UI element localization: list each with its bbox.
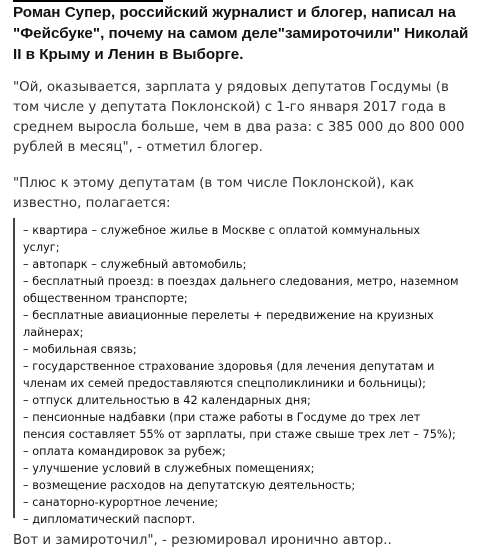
list-item: – мобильная связь; — [23, 343, 137, 356]
list-item: – улучшение условий в служебных помещениях; — [23, 462, 315, 475]
list-item: – отпуск длительностью в 42 календарных дня; — [23, 394, 311, 407]
list-item: – бесплатные авиационные перелеты + передвижение на круизных лайнерах; — [23, 309, 434, 339]
article-heading: Роман Супер, российский журналист и блогер, написал на "Фейсбуке", почему на самом деле"замироточили" Николай II в Крыму и Ленин в Выборге. — [13, 4, 469, 63]
list-item: – автопарк – служебный автомобиль; — [23, 258, 247, 271]
list-item: – квартира – служебное жилье в Москве с оплатой коммунальных услуг; — [23, 224, 421, 254]
list-item: – государственное страхование здоровья (для лечения депутатам и членам их семей предоставляются спецполиклиники и больницы); — [23, 360, 435, 390]
benefits-list — [13, 218, 460, 526]
list-item: – дипломатический паспорт. — [23, 513, 196, 526]
list-item: – оплата командировок за рубеж; — [23, 445, 226, 458]
quote-paragraph-benefits-intro: "Плюс к этому депутатам (в том числе Поклонской), как известно, полагается: — [13, 176, 415, 211]
list-item: – бесплатный проезд: в поездах дальнего следования, метро, наземном общественном транспорте; — [23, 275, 459, 305]
list-item: – санаторно-курортное лечение; — [23, 496, 219, 509]
closing-paragraph: Вот и замироточил", - резюмировал иронично автор.. — [13, 533, 392, 548]
quote-paragraph-salary: "Ой, оказывается, зарплата у рядовых депутатов Госдумы (в том числе у депутата Поклонской) с 1-го января 2017 года в среднем выросла больше, чем в два раза: с 385 000 до 800 000 рублей в месяц", - отметил блогер. — [13, 80, 465, 155]
list-item: – пенсионные надбавки (при стаже работы в Госдуме до трех лет пенсия составляет 55% от зарплаты, при стаже свыше трех лет – 75%); — [23, 411, 456, 441]
list-item: – возмещение расходов на депутатскую деятельность; — [23, 479, 356, 492]
